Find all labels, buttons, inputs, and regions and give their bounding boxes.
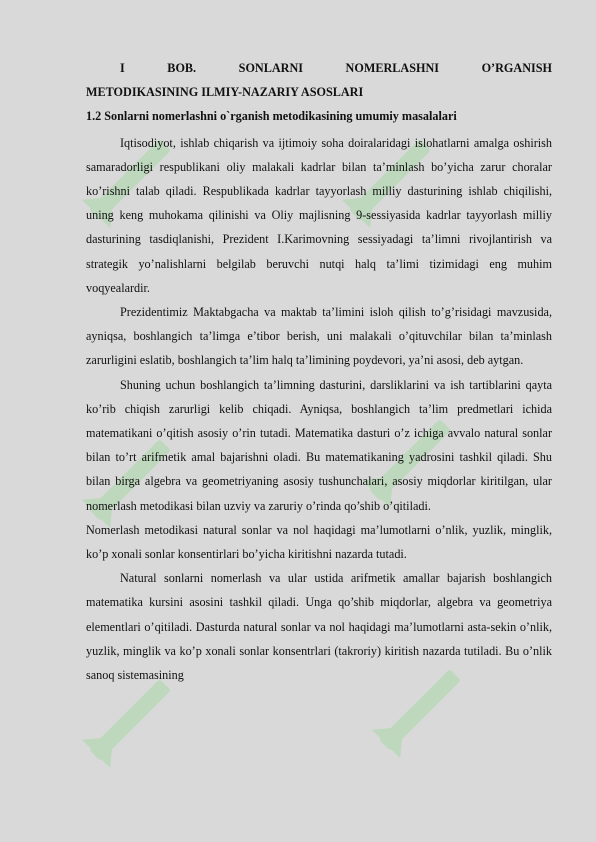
paragraph-1: Iqtisodiyot, ishlab chiqarish va ijtimoiy soha doiralaridagi islohatlarni amalga oshirish samaradorligi respublikani oliy malakali kadrlar bilan ta’minlash bo’yicha zarur choralar ko’rishni talab qiladi. Respublikada kadrlar tayyorlash milliy dasturining ishlab chiqilishi, uning keng muhokama qilinishi va Oliy majlisning 9-sessiyasida kadrlar tayyorlash milliy dasturining tasdiqlanishi, Prezident I.Karimovning sessiyadagi ta’limni rivojlantirish va strategik yo’nalishlarni belgilab beruvchi nutqi halq ta’limi tizimidagi eng muhim voqyealardir. (86, 135, 552, 295)
paragraph-3: Shuning uchun boshlangich ta’limning dasturini, darsliklarini va ish tartiblarini qayta ko’rib chiqish zarurligi kelib chiqadi. Ayniqsa, boshlangich ta’lim predmetlari ichida matematikani o’qitish asosiy o’rin tutadi. Matematika dasturi o’z ichiga avvalo natural sonlar bilan to’rt arifmetik amal bajarishni oladi. Bu matematikaning yadrosini tashkil qiladi. Shu bilan birga algebra va geometriyaning asosiy tushunchalari, asosiy miqdorlar kiritilgan, ular nomerlash metodikasi bilan uzviy va zaruriy o’rinda qo’shib o’qitiladi. (86, 377, 552, 513)
chapter-heading-line1: I BOB. SONLARNI NOMERLASHNI O’RGANISH (120, 61, 552, 75)
section-title: 1.2 Sonlarni nomerlashni o`rganish metodikasining umumiy masalalari (86, 109, 457, 124)
chapter-heading-line2: METODIKASINING ILMIY-NAZARIY ASOSLARI (86, 85, 364, 100)
paragraph-2: Prezidentimiz Maktabgacha va maktab ta’limini isloh qilish to’g’risidagi mavzusida, ayniqsa, boshlangich ta’limga e’tibor berish, uni malakali o’qituvchilar bilan ta’minlash zarurligini eslatib, boshlangich ta’lim halq ta’limining poydevori, ya’ni asosi, deb aytgan. (86, 305, 552, 368)
paragraph-4: Nomerlash metodikasi natural sonlar va nol haqidagi ma’lumotlarni o’nlik, yuzlik, minglik, ko’p xonali sonlar konsentirlari bo’yicha kiritishni nazarda tutadi. (86, 522, 552, 562)
document-page (86, 56, 552, 687)
paragraph-5: Natural sonlarni nomerlash va ular ustida arifmetik amallar bajarish boshlangich matematika kursini asosini tashkil qiladi. Unga qo’shib miqdorlar, algebra va geometriya elementlari o’qitiladi. Dasturda natural sonlar va nol haqidagi ma’lumotlarni asta-sekin o’nlik, yuzlik, minglik va ko’p xonali sonlar konsentrlari (takroriy) kiritish nazarda tutiladi. Bu o’nlik sanoq sistemasining (86, 571, 552, 683)
